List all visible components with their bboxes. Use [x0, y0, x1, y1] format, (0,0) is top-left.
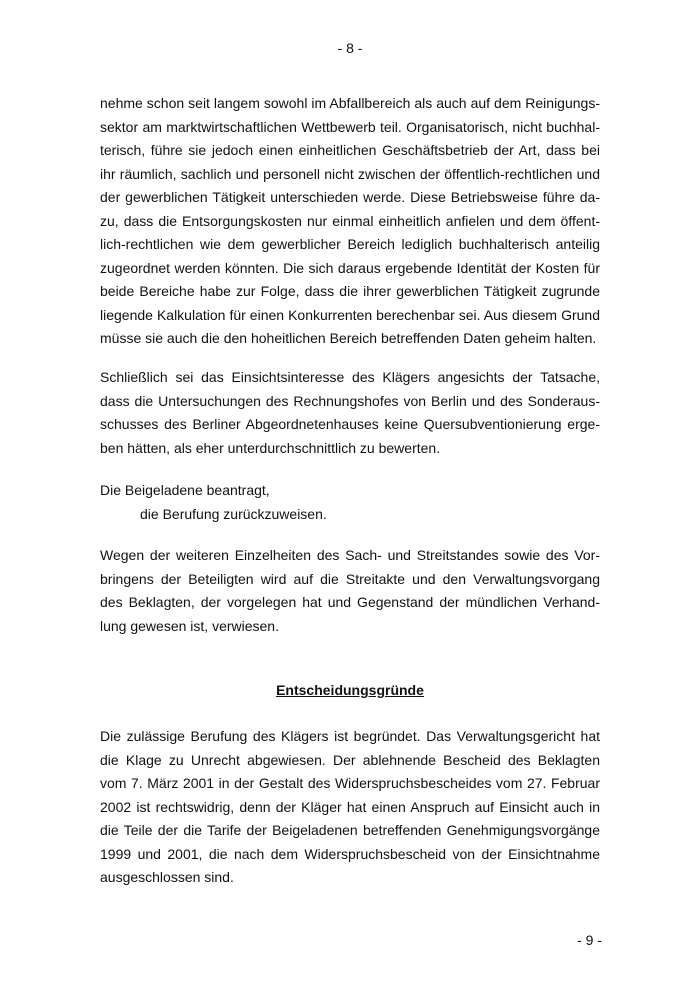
paragraph-interest-assessment: [100, 366, 600, 460]
text-line: müsse sie auch die den hoheitlichen Bereich betreffenden Daten geheim halten.: [100, 330, 597, 346]
text-line: nehme schon seit langem sowohl im Abfallbereich als auch auf dem Reinigungs-: [100, 95, 600, 111]
next-page-number: - 9 -: [577, 932, 602, 948]
text-line: lung gewesen ist, verwiesen.: [100, 617, 279, 634]
text-line: lich-rechtlichen wie dem gewerblicher Bereich lediglich buchhalterisch anteilig: [100, 236, 600, 252]
text-line: der gewerblichen Tätigkeit unterschieden werde. Diese Betriebsweise führe da-: [100, 189, 600, 205]
text-line: Die Beigeladene beantragt,: [100, 482, 270, 498]
text-line: 2002 ist rechtswidrig, denn der Kläger hat einen Anspruch auf Einsicht auch in: [100, 798, 600, 815]
page-number-top: - 8 -: [337, 40, 363, 56]
text-line: zu, dass die Entsorgungskosten nur einmal einheitlich anfielen und dem öffent-: [100, 212, 600, 229]
text-line: dass die Untersuchungen des Rechnungshofes von Berlin und des Sonderaus-: [100, 392, 600, 409]
text-line: bringens der Beteiligten wird auf die Streitakte und den Verwaltungsvorgang: [100, 570, 600, 587]
text-line: terisch, führe sie jedoch einen einheitlichen Geschäftsbetrieb der Art, dass bei: [100, 142, 600, 158]
text-line: Wegen der weiteren Einzelheiten des Sach- und Streitstandes sowie des Vor-: [100, 547, 600, 563]
paragraph-motion: [100, 479, 600, 526]
text-line: Schließlich sei das Einsichtsinteresse des Klägers angesichts der Tatsache,: [100, 369, 600, 385]
text-line: Die zulässige Berufung des Klägers ist begründet. Das Verwaltungsgericht hat: [100, 728, 600, 744]
text-line: schusses des Berliner Abgeordnetenhauses keine Quersubventionierung erge-: [100, 416, 600, 432]
text-line: zugeordnet werden könnten. Die sich daraus ergebende Identität der Kosten für: [100, 259, 600, 276]
text-line: beide Bereiche habe zur Folge, dass die ihrer gewerblichen Tätigkeit zugrunde: [100, 283, 600, 299]
motion-text: die Berufung zurückzuweisen.: [140, 505, 327, 522]
text-line: ausgeschlossen sind.: [100, 869, 234, 885]
text-line: die Klage zu Unrecht abgewiesen. Der ablehnende Bescheid des Beklagten: [100, 751, 600, 768]
section-heading: Entscheidungsgründe: [276, 682, 424, 698]
paragraph-reference: [100, 544, 600, 638]
text-line: vom 7. März 2001 in der Gestalt des Widerspruchsbescheides vom 27. Februar: [100, 775, 600, 791]
text-line: ben hätten, als eher unterdurchschnittlich zu bewerten.: [100, 439, 441, 456]
paragraph-company-organisation: [100, 92, 600, 351]
text-line: die Teile der die Tarife der Beigeladenen betreffenden Genehmigungsvorgänge: [100, 822, 600, 838]
text-line: liegende Kalkulation für einen Konkurrenten berechenbar sei. Aus diesem Grund: [100, 306, 600, 323]
text-line: ihr räumlich, sachlich und personell nicht zwischen der öffentlich-rechtlichen und: [100, 165, 600, 182]
text-line: 1999 und 2001, die nach dem Widerspruchsbescheid von der Einsichtnahme: [100, 845, 600, 862]
text-line: des Beklagten, der vorgelegen hat und Gegenstand der mündlichen Verhand-: [100, 594, 600, 610]
text-line: sektor am marktwirtschaftlichen Wettbewerb teil. Organisatorisch, nicht buchhal-: [100, 118, 600, 135]
paragraph-reasoning: [100, 725, 600, 890]
